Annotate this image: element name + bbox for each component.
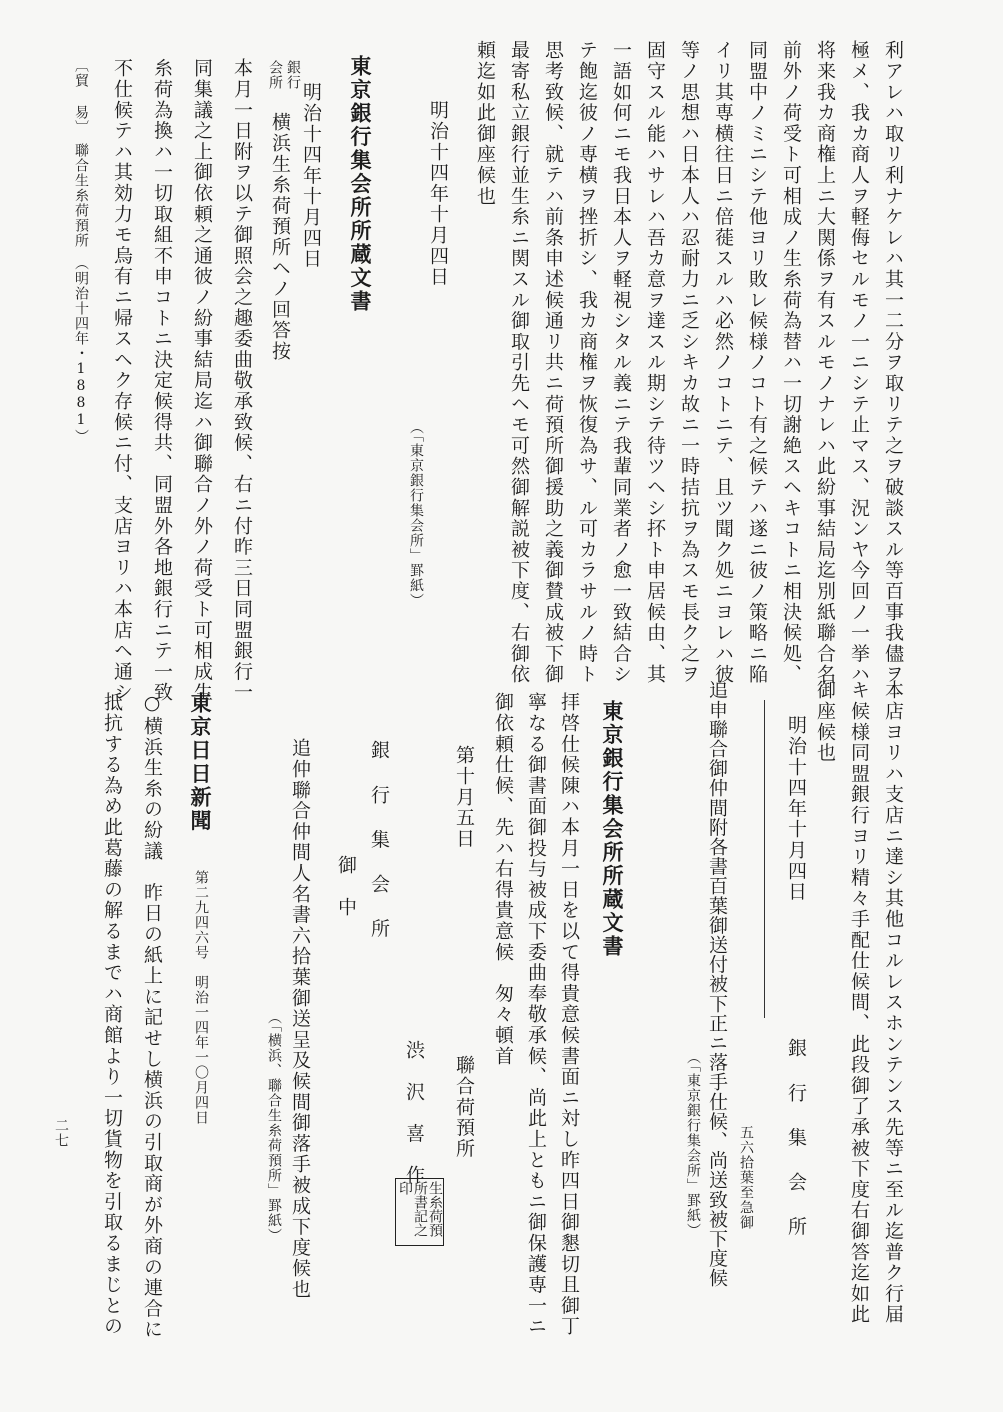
text-column: 御依頼仕候、先ハ右得貴意候 匆々頓首 [492, 692, 514, 1067]
letter-sender: 聯合荷預所 [453, 1055, 475, 1159]
section-heading: 東京銀行集会所所蔵文書 [600, 700, 625, 959]
source-note: （「東京銀行集会所」罫紙） [685, 1050, 701, 1238]
text-column: テ飽迄彼ノ専横ヲ挫折シ、我カ商権ヲ恢復為サ、ル可カラサルノ時ト [576, 40, 598, 685]
newspaper-issue: 第二九四六号 明治一四年一〇月四日 [193, 870, 209, 1125]
bank-office-label: 会所 [267, 60, 283, 90]
letter-date: 明治十四年十月四日 [427, 100, 449, 288]
text-column: 御座候也 [814, 680, 836, 764]
seal-stamp: 生糸荷預所書記之印 [395, 1178, 444, 1246]
source-note: （「横浜、聯合生糸荷預所」罫紙） [266, 1010, 282, 1243]
text-column: 一語如何ニモ我日本人ヲ軽視シタル義ニテ我輩同業者ノ愈一致結合シ [610, 40, 632, 685]
text-column: 将来我カ商権上ニ大関係ヲ有スルモノナレハ此紛事結局迄別紙聯合名 [814, 40, 836, 685]
sender-name: 渋 沢 喜 作 [403, 1040, 425, 1186]
text-column: 寧なる御書面御投与被成下委曲奉敬承候、尚此上ともニ御保護専一ニ [525, 692, 547, 1337]
addressee-line: 横浜生糸荷預所ヘノ回答按 [269, 112, 291, 362]
text-column: 糸荷為換ハ一切取組不申コトニ決定候得共、同盟外各地銀行ニテ一致 [151, 58, 173, 703]
text-column: 同集議之上御依頼之通彼ノ紛事結局迄ハ御聯合ノ外ノ荷受ト可相成生 [191, 58, 213, 703]
text-column: 思考致候、就テハ前条申述候通リ共ニ荷預所御援助之義御賛成被下御 [542, 40, 564, 685]
section-heading: 東京日日新聞 [188, 692, 213, 833]
addressee-line: 銀 行 集 会 所 [368, 740, 390, 940]
letter-date: 第十月五日 [453, 745, 475, 849]
source-note: （「東京銀行集会所」罫紙） [408, 420, 424, 608]
text-column: ○横浜生糸の紛議 昨日の紙上に記せし横浜の引取商が外商の連合に [141, 692, 163, 1340]
text-column: キ候様同盟銀行ヨリ精々手配仕候間、此段御了承被下度右御答迄如此 [848, 680, 870, 1325]
text-column: 最寄私立銀行並生糸ニ関スル御取引先ヘモ可然御解説被下度、右御依 [508, 40, 530, 685]
page-number: 二七 [53, 1118, 69, 1148]
text-column: 本店ヨリハ支店ニ達シ其他コルレスホンテンス先等ニ至ル迄普ク行届 [882, 680, 904, 1325]
text-column: 同盟中ノミニシテ他ヨリ敗レ候様ノコト有之候テハ遂ニ彼ノ策略ニ陥 [746, 40, 768, 685]
letter-date: 明治十四年十月四日 [785, 715, 807, 903]
text-column: 拝啓仕候陳ハ本月一日を以て得貴意候書面ニ対し昨四日御懇切且御丁 [558, 692, 580, 1337]
text-column: 追仲聯合仲間人名書六拾葉御送呈及候間御落手被成下度候也 [289, 738, 311, 1300]
text-column: 利アレハ取リ利ナケレハ其一二分ヲ取リテ之ヲ破談スル等百事我儘ヲ [882, 40, 904, 685]
letter-date: 明治十四年十月四日 [300, 82, 322, 270]
addressee-honorific: 御 中 [335, 855, 357, 918]
text-column: 極メ、我カ商人ヲ軽侮セルモノ一ニシテ止マス、況ンヤ今回ノ一挙ハ [848, 40, 870, 685]
running-footer: 〔貿 易〕 聯合生糸荷預所 （明治十四年・1881） [73, 58, 89, 444]
letter-sender: 銀 行 集 会 所 [785, 1038, 807, 1238]
text-column: 前外ノ荷受ト可相成ノ生糸荷為替ハ一切謝絶スヘキコトニ相決候処、 [780, 40, 802, 685]
text-column: イリ其専横往日ニ倍蓰スルハ必然ノコトニテ、且ツ聞ク処ニヨレハ彼 [712, 40, 734, 685]
text-column: 追申聯合御仲間附各書百葉御送付被下正ニ落手仕候、尚送致被下度候 [706, 680, 728, 1288]
text-column: 頼迄如此御座候也 [474, 40, 496, 207]
postscript-note: 五六拾葉至急御 [738, 1125, 754, 1230]
text-column: 不仕候テハ其効力モ烏有ニ帰スヘク存候ニ付、支店ヨリハ本店ヘ通シ [111, 58, 133, 703]
text-column: 固守スル能ハサレハ吾カ意ヲ達スル期シテ待ツヘシ抔ト申居候由、其 [644, 40, 666, 685]
bank-office-label: 銀行 [285, 60, 301, 90]
separator-line [764, 700, 765, 1018]
section-heading: 東京銀行集会所所蔵文書 [348, 55, 373, 314]
text-column: 等ノ思想ハ日本人ハ忍耐力ニ乏シキカ故ニ一時拮抗ヲ為スモ長ク之ヲ [678, 40, 700, 685]
text-column: 抵抗する為め此葛藤の解るまでハ商館より一切貨物を引取るまじとの [101, 692, 123, 1337]
text-column: 本月一日附ヲ以テ御照会之趣委曲敬承致候、右ニ付昨三日同盟銀行一 [231, 58, 253, 703]
